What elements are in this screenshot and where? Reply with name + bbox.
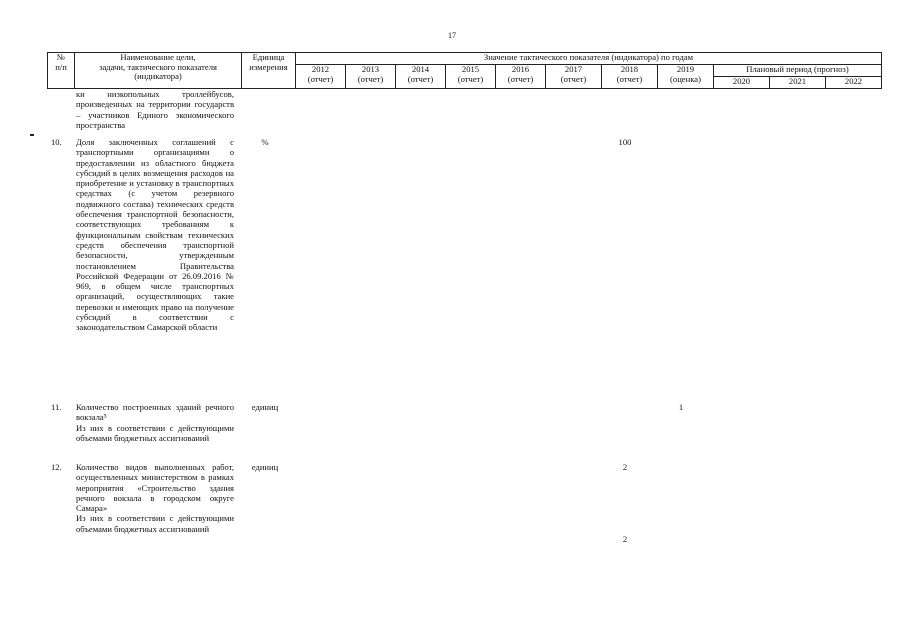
row-value-2019: 1: [678, 402, 684, 412]
header-year-cell: [346, 65, 396, 89]
header-num-line2: п/п: [55, 61, 67, 72]
margin-mark: [30, 134, 34, 136]
header-year-cell: [602, 65, 658, 89]
row-value-2018: 2: [622, 462, 628, 472]
row-number: 12.: [51, 462, 62, 472]
header-plan-title: Плановый период (прогноз): [714, 65, 882, 77]
header-num: [48, 53, 75, 89]
row-unit: единиц: [251, 462, 279, 472]
header-unit-line2: измерения: [249, 61, 288, 72]
year-label: 2019: [676, 64, 695, 74]
header-name-line3: (индикатора): [134, 71, 182, 81]
row-name: [76, 402, 234, 443]
row-subvalue-2018: 2: [622, 534, 628, 544]
header-table: [47, 52, 882, 89]
row-name-subtext: Из них в соответствии с действующими объемами бюджетных ассигнований: [76, 422, 234, 443]
year-type: (отчет): [307, 73, 334, 84]
year-type: (отчет): [616, 73, 643, 84]
header-num-line1: №: [56, 52, 66, 62]
year-type: (отчет): [507, 73, 534, 84]
year-label: 2017: [564, 64, 583, 74]
year-type: (отчет): [457, 73, 484, 84]
header-year-cell: [296, 65, 346, 89]
header-year-cell: [496, 65, 546, 89]
header-name-line2: задачи, тактического показателя: [99, 61, 217, 72]
header-name-line1: Наименование цели,: [120, 52, 196, 62]
row-name: [76, 89, 234, 130]
header-plan-year: 2021: [770, 77, 826, 89]
row-name-text: Доля заключенных соглашений с транспортными организациями о предоставлении из областного бюджета субсидий в целях возмещения расходов на приобретение и установку в транспортных средствах (с учетом резервного подвижного состава) технических средств обеспечения транспортной безопасности, соответствующих требованиям к функциональным свойствам технических средств обеспечения транспортной безопасности, утвержденным постановлением Правительства Российской Федерации от 26.09.2016 № 969, в общем числе транспортных организаций, осуществляющих такие перевозки и имеющих право на получение субсидий в соответствии с законодательством Самарской области: [76, 137, 234, 333]
header-year-cell: [546, 65, 602, 89]
row-unit: единиц: [251, 402, 279, 412]
year-label: 2014: [411, 64, 430, 74]
year-label: 2015: [461, 64, 480, 74]
header-unit-line1: Единица: [252, 52, 285, 62]
header-plan-year: 2022: [826, 77, 882, 89]
row-value-2018: 100: [618, 137, 632, 147]
row-name-subtext: Из них в соответствии с действующими объемами бюджетных ассигнований: [76, 513, 234, 534]
year-label: 2018: [620, 64, 639, 74]
row-number: 10.: [51, 137, 62, 147]
year-type: (отчет): [357, 73, 384, 84]
header-values-title: Значение тактического показателя (индикатора) по годам: [296, 53, 882, 65]
header-year-cell: [446, 65, 496, 89]
year-label: 2016: [511, 64, 530, 74]
row-name: [76, 137, 234, 333]
row-number: 11.: [51, 402, 62, 412]
row-name: [76, 462, 234, 534]
header-name: [75, 53, 242, 89]
row-name-text: ки низкопольных троллейбусов, произведенных на территории государств – участников Единого экономического пространства: [76, 89, 234, 130]
row-name-text: Количество построенных зданий речного вокзала⁵: [76, 402, 234, 423]
year-type: (отчет): [560, 73, 587, 84]
year-label: 2012: [311, 64, 330, 74]
header-plan-year: 2020: [714, 77, 770, 89]
row-name-text: Количество видов выполненных работ, осуществленных министерством в рамках мероприятия «Строительство здания речного вокзала в городском округе Самара»: [76, 462, 234, 514]
header-unit: [242, 53, 296, 89]
header-year-cell: [396, 65, 446, 89]
year-label: 2013: [361, 64, 380, 74]
header-year-cell: [658, 65, 714, 89]
row-unit: %: [261, 137, 269, 147]
year-type: (отчет): [407, 73, 434, 84]
page-number: 17: [448, 31, 456, 40]
year-type: (оценка): [670, 73, 701, 84]
